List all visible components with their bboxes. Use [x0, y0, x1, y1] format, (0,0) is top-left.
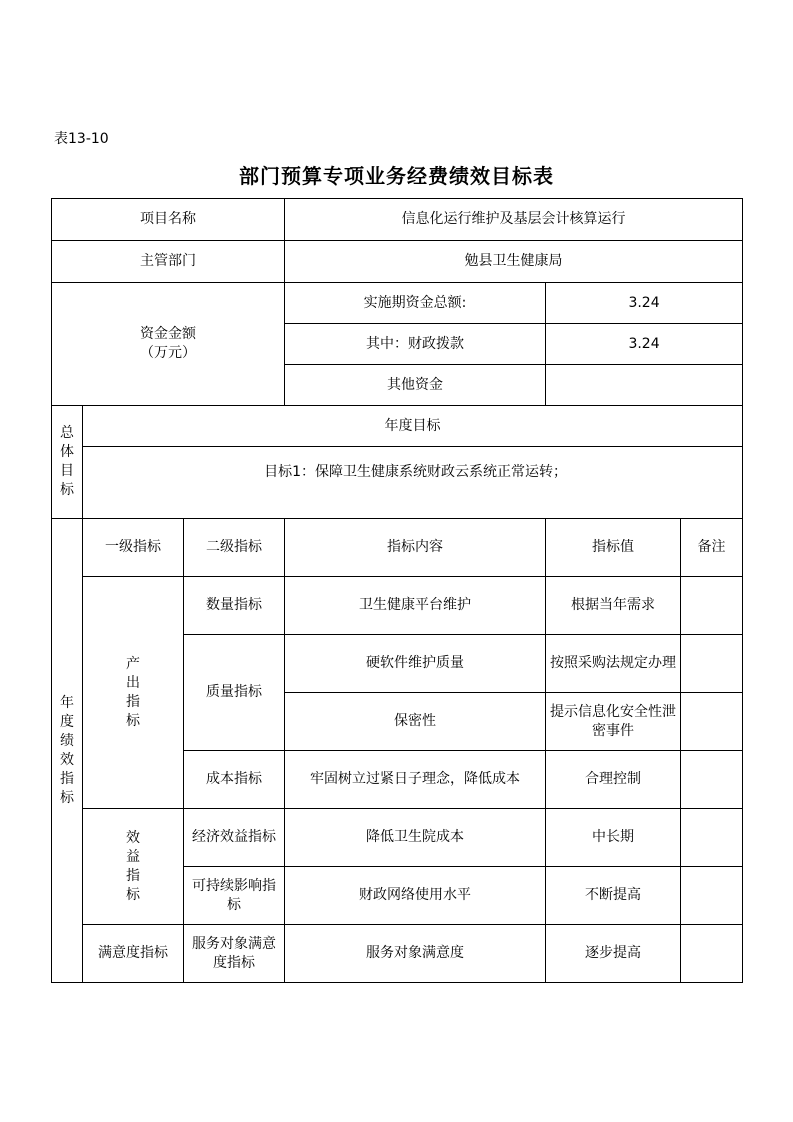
- note-cell: [681, 925, 743, 983]
- fund-amount-label-line2: （万元）: [140, 345, 197, 361]
- annual-goal-label: 年度目标: [83, 406, 743, 447]
- overall-goal-label: 总体目标: [52, 406, 83, 519]
- level2-cell: 数量指标: [184, 577, 285, 635]
- annual-indicator-label: 年度绩效指标: [52, 519, 83, 983]
- table-number: 表13-10: [54, 131, 109, 147]
- department-row: [52, 241, 743, 283]
- fund-total-row: [52, 283, 743, 324]
- content-cell: 财政网络使用水平: [285, 867, 546, 925]
- value-cell: 按照采购法规定办理: [546, 635, 681, 693]
- level2-cell: 成本指标: [184, 751, 285, 809]
- output-indicator-label: 产出指标: [83, 577, 184, 809]
- project-name-value: 信息化运行维护及基层会计核算运行: [285, 199, 743, 241]
- project-name-row: [52, 199, 743, 241]
- level2-cell: 服务对象满意度指标: [184, 925, 285, 983]
- header-content: 指标内容: [285, 519, 546, 577]
- annual-goal-header-row: [52, 406, 743, 447]
- fund-other-value: [546, 365, 743, 406]
- table-row: [52, 925, 743, 983]
- note-cell: [681, 751, 743, 809]
- indicator-header-row: [52, 519, 743, 577]
- content-cell: 硬软件维护质量: [285, 635, 546, 693]
- header-level1: 一级指标: [83, 519, 184, 577]
- header-note: 备注: [681, 519, 743, 577]
- value-cell: 合理控制: [546, 751, 681, 809]
- value-cell: 逐步提高: [546, 925, 681, 983]
- fund-amount-label-line1: 资金金额: [140, 326, 197, 342]
- performance-target-table: [51, 198, 743, 983]
- level2-cell: 质量指标: [184, 635, 285, 751]
- annual-goal-text-row: [52, 447, 743, 519]
- benefit-indicator-label: 效益指标: [83, 809, 184, 925]
- annual-goal-text: 目标1：保障卫生健康系统财政云系统正常运转；: [83, 447, 743, 519]
- content-cell: 卫生健康平台维护: [285, 577, 546, 635]
- note-cell: [681, 809, 743, 867]
- value-cell: 根据当年需求: [546, 577, 681, 635]
- header-value: 指标值: [546, 519, 681, 577]
- content-cell: 降低卫生院成本: [285, 809, 546, 867]
- content-cell: 保密性: [285, 693, 546, 751]
- fund-fiscal-label: 其中：财政拨款: [285, 324, 546, 365]
- fund-total-label: 实施期资金总额:: [285, 283, 546, 324]
- table-row: [52, 809, 743, 867]
- fund-fiscal-value: 3.24: [546, 324, 743, 365]
- fund-other-label: 其他资金: [285, 365, 546, 406]
- department-value: 勉县卫生健康局: [285, 241, 743, 283]
- project-name-label: 项目名称: [52, 199, 285, 241]
- content-cell: 牢固树立过紧日子理念，降低成本: [285, 751, 546, 809]
- note-cell: [681, 693, 743, 751]
- value-cell: 提示信息化安全性泄密事件: [546, 693, 681, 751]
- level2-cell: 可持续影响指标: [184, 867, 285, 925]
- fund-amount-label: [52, 283, 285, 406]
- fund-total-value: 3.24: [546, 283, 743, 324]
- value-cell: 中长期: [546, 809, 681, 867]
- header-level2: 二级指标: [184, 519, 285, 577]
- content-cell: 服务对象满意度: [285, 925, 546, 983]
- table-row: [52, 577, 743, 635]
- value-cell: 不断提高: [546, 867, 681, 925]
- note-cell: [681, 577, 743, 635]
- note-cell: [681, 635, 743, 693]
- page-title: 部门预算专项业务经费绩效目标表: [239, 164, 554, 188]
- note-cell: [681, 867, 743, 925]
- level2-cell: 经济效益指标: [184, 809, 285, 867]
- satisfaction-indicator-label: 满意度指标: [83, 925, 184, 983]
- department-label: 主管部门: [52, 241, 285, 283]
